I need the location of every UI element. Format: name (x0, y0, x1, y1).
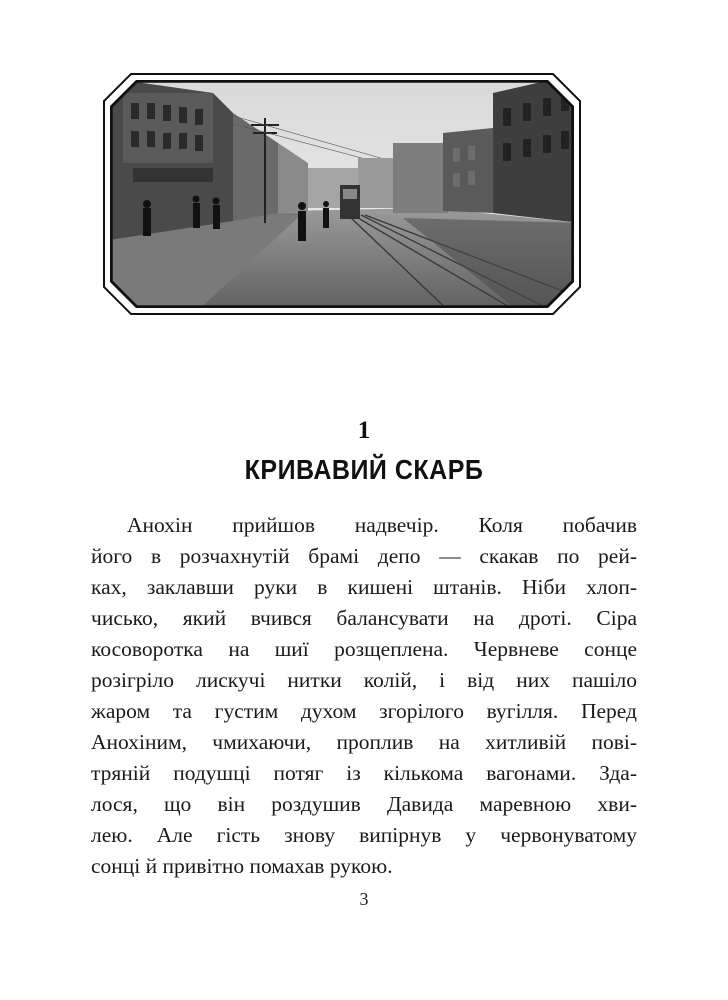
chapter-title: КРИВАВИЙ СКАРБ (244, 454, 484, 486)
body-line: тряній подушці потяг із кількома вагонами. Зда- (91, 761, 637, 785)
body-line: Анохіним, чмихаючи, проплив на хитливій пові- (91, 730, 637, 754)
body-line: лося, що він роздушив Давида маревною хви- (91, 792, 637, 816)
body-line: чисько, який вчився балансувати на дроті. Сіра (91, 606, 637, 630)
body-line: його в розчахнутій брамі депо — скакав по рей- (91, 544, 637, 568)
body-line: ках, заклавши руки в кишені штанів. Ніби хлоп- (91, 575, 637, 599)
page-number: 3 (359, 889, 369, 909)
body-line: розігріло лискучі нитки колій, і від них пашіло (91, 668, 637, 692)
chapter-illustration (103, 73, 581, 315)
body-line: лею. Але гість знову випірнув у червонуватому (91, 823, 637, 847)
body-line: косоворотка на шиї розщеплена. Червневе сонце (91, 637, 637, 661)
street-photo-icon (103, 73, 581, 315)
chapter-body (91, 510, 637, 882)
body-line: Анохін прийшов надвечір. Коля побачив (127, 513, 637, 537)
body-line: сонці й привітно помахав рукою. (91, 854, 393, 878)
chapter-number: 1 (357, 417, 371, 444)
body-line: жаром та густим духом згорілого вугілля. Перед (91, 699, 637, 723)
